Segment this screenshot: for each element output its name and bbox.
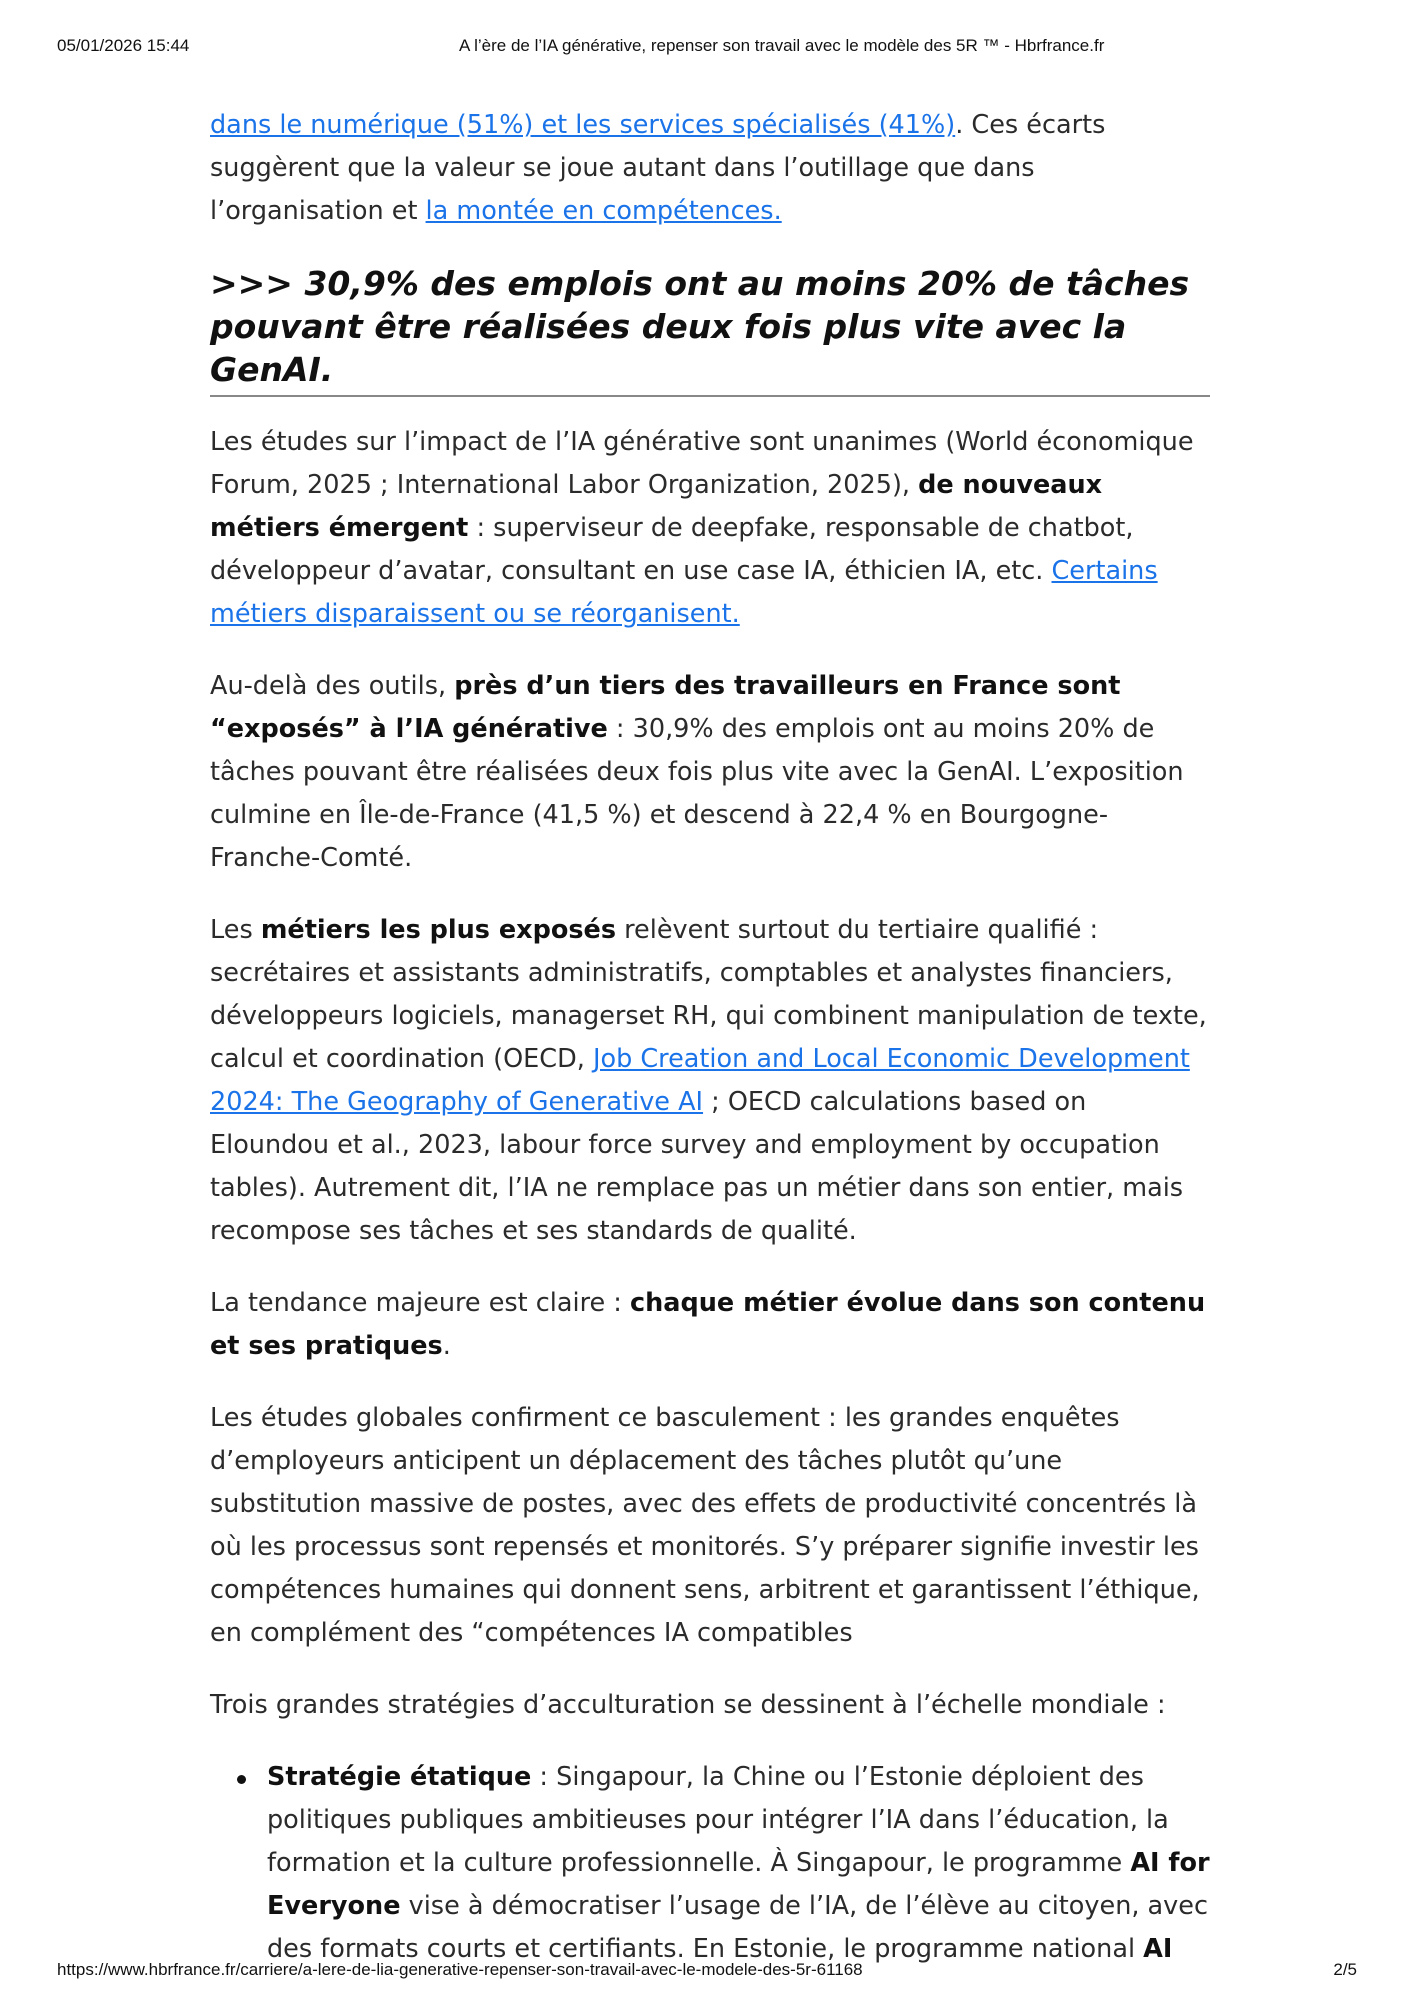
bold-text: près d’un tiers des travailleurs en France sont “exposés” à l’IA générative: [210, 671, 1121, 744]
strategies-list: [210, 1756, 1210, 1971]
print-footer: [0, 1960, 1414, 1984]
text: Les études sur l’impact de l’IA générative sont unanimes (World économique Forum, 2025 ; International Labor Organization, 2025),: [210, 427, 1194, 500]
text: .: [442, 1331, 451, 1361]
print-url: https://www.hbrfrance.fr/carriere/a-lere-de-lia-generative-repenser-son-travail-avec-le-modele-des-5r-61168: [57, 1960, 863, 1979]
paragraph-tendance: [210, 1282, 1210, 1368]
paragraph-intro: [210, 104, 1210, 233]
print-header: [0, 36, 1414, 60]
bold-text: de nouveaux métiers émergent: [210, 470, 1103, 543]
text: : superviseur de deepfake, responsable de chatbot, développeur d’avatar, consultant en use case IA, éthicien IA, etc.: [210, 513, 1134, 586]
print-page-title: A l’ère de l’IA générative, repenser son travail avec le modèle des 5R ™ - Hbrfrance.fr: [459, 36, 1105, 55]
paragraph-exposition: [210, 665, 1210, 880]
link-metiers-disparaissent[interactable]: Certains métiers disparaissent ou se réorganisent.: [210, 556, 1158, 629]
article-body: [210, 104, 1210, 1971]
bold-text: AI for Everyone: [267, 1848, 1210, 1921]
bullet-icon: [237, 1775, 246, 1784]
list-item: [267, 1756, 1210, 1971]
text: Au-delà des outils,: [210, 671, 455, 701]
link-montee-competences[interactable]: la montée en compétences.: [425, 196, 782, 226]
text: : 30,9% des emplois ont au moins 20% de tâches pouvant être réalisées deux fois plus vite avec la GenAI. L’exposition culmine en Île-de-France (41,5 %) et descend à 22,4 % en Bourgogne-Franche-Comté.: [210, 714, 1184, 873]
text: La tendance majeure est claire :: [210, 1288, 631, 1318]
bold-text: AI: [1143, 1934, 1173, 1964]
text: vise à démocratiser l’usage de l’IA, de l’élève au citoyen, avec des formats courts et certifiants. En Estonie, le programme national: [267, 1891, 1208, 1964]
bold-text: Stratégie étatique: [267, 1762, 532, 1792]
text: Les: [210, 915, 261, 945]
link-numerique-services[interactable]: dans le numérique (51%) et les services spécialisés (41%): [210, 110, 956, 140]
text: . Ces écarts suggèrent que la valeur se joue autant dans l’outillage que dans l’organisation et: [210, 110, 1106, 226]
paragraph-metiers-exposes: [210, 909, 1210, 1253]
print-datetime: 05/01/2026 15:44: [57, 36, 190, 55]
paragraph-etudes: [210, 421, 1210, 636]
paragraph-etudes-globales: Les études globales confirment ce basculement : les grandes enquêtes d’employeurs anticipent un déplacement des tâches plutôt qu’une substitution massive de postes, avec des effets de productivité concentrés là où les processus sont repensés et monitorés. S’y préparer signifie investir les compétences humaines qui donnent sens, arbitrent et garantissent l’éthique, en complément des “compétences IA compatibles: [210, 1403, 1200, 1648]
bold-text: chaque métier évolue dans son contenu et ses pratiques: [210, 1288, 1206, 1361]
paragraph-strategies-intro: Trois grandes stratégies d’acculturation se dessinent à l’échelle mondiale :: [210, 1690, 1166, 1720]
link-oecd-report[interactable]: Job Creation and Local Economic Development 2024: The Geography of Generative AI: [210, 1044, 1190, 1117]
text: : Singapour, la Chine ou l’Estonie déploient des politiques publiques ambitieuses pour intégrer l’IA dans l’éducation, la formation et la culture professionnelle. À Singapour, le programme: [267, 1762, 1169, 1878]
section-heading: >>> 30,9% des emplois ont au moins 20% de tâches pouvant être réalisées deux fois plus vite avec la GenAI.: [210, 262, 1210, 397]
text: relèvent surtout du tertiaire qualifié : secrétaires et assistants administratifs, comptables et analystes financiers, développeurs logiciels, managerset RH, qui combinent manipulation de texte, calcul et coordination (OECD,: [210, 915, 1207, 1074]
page-number: 2/5: [1333, 1960, 1357, 1979]
text: ; OECD calculations based on Eloundou et al., 2023, labour force survey and employment by occupation tables). Autrement dit, l’IA ne remplace pas un métier dans son entier, mais recompose ses tâches et ses standards de qualité.: [210, 1087, 1184, 1246]
bold-text: métiers les plus exposés: [260, 915, 617, 945]
